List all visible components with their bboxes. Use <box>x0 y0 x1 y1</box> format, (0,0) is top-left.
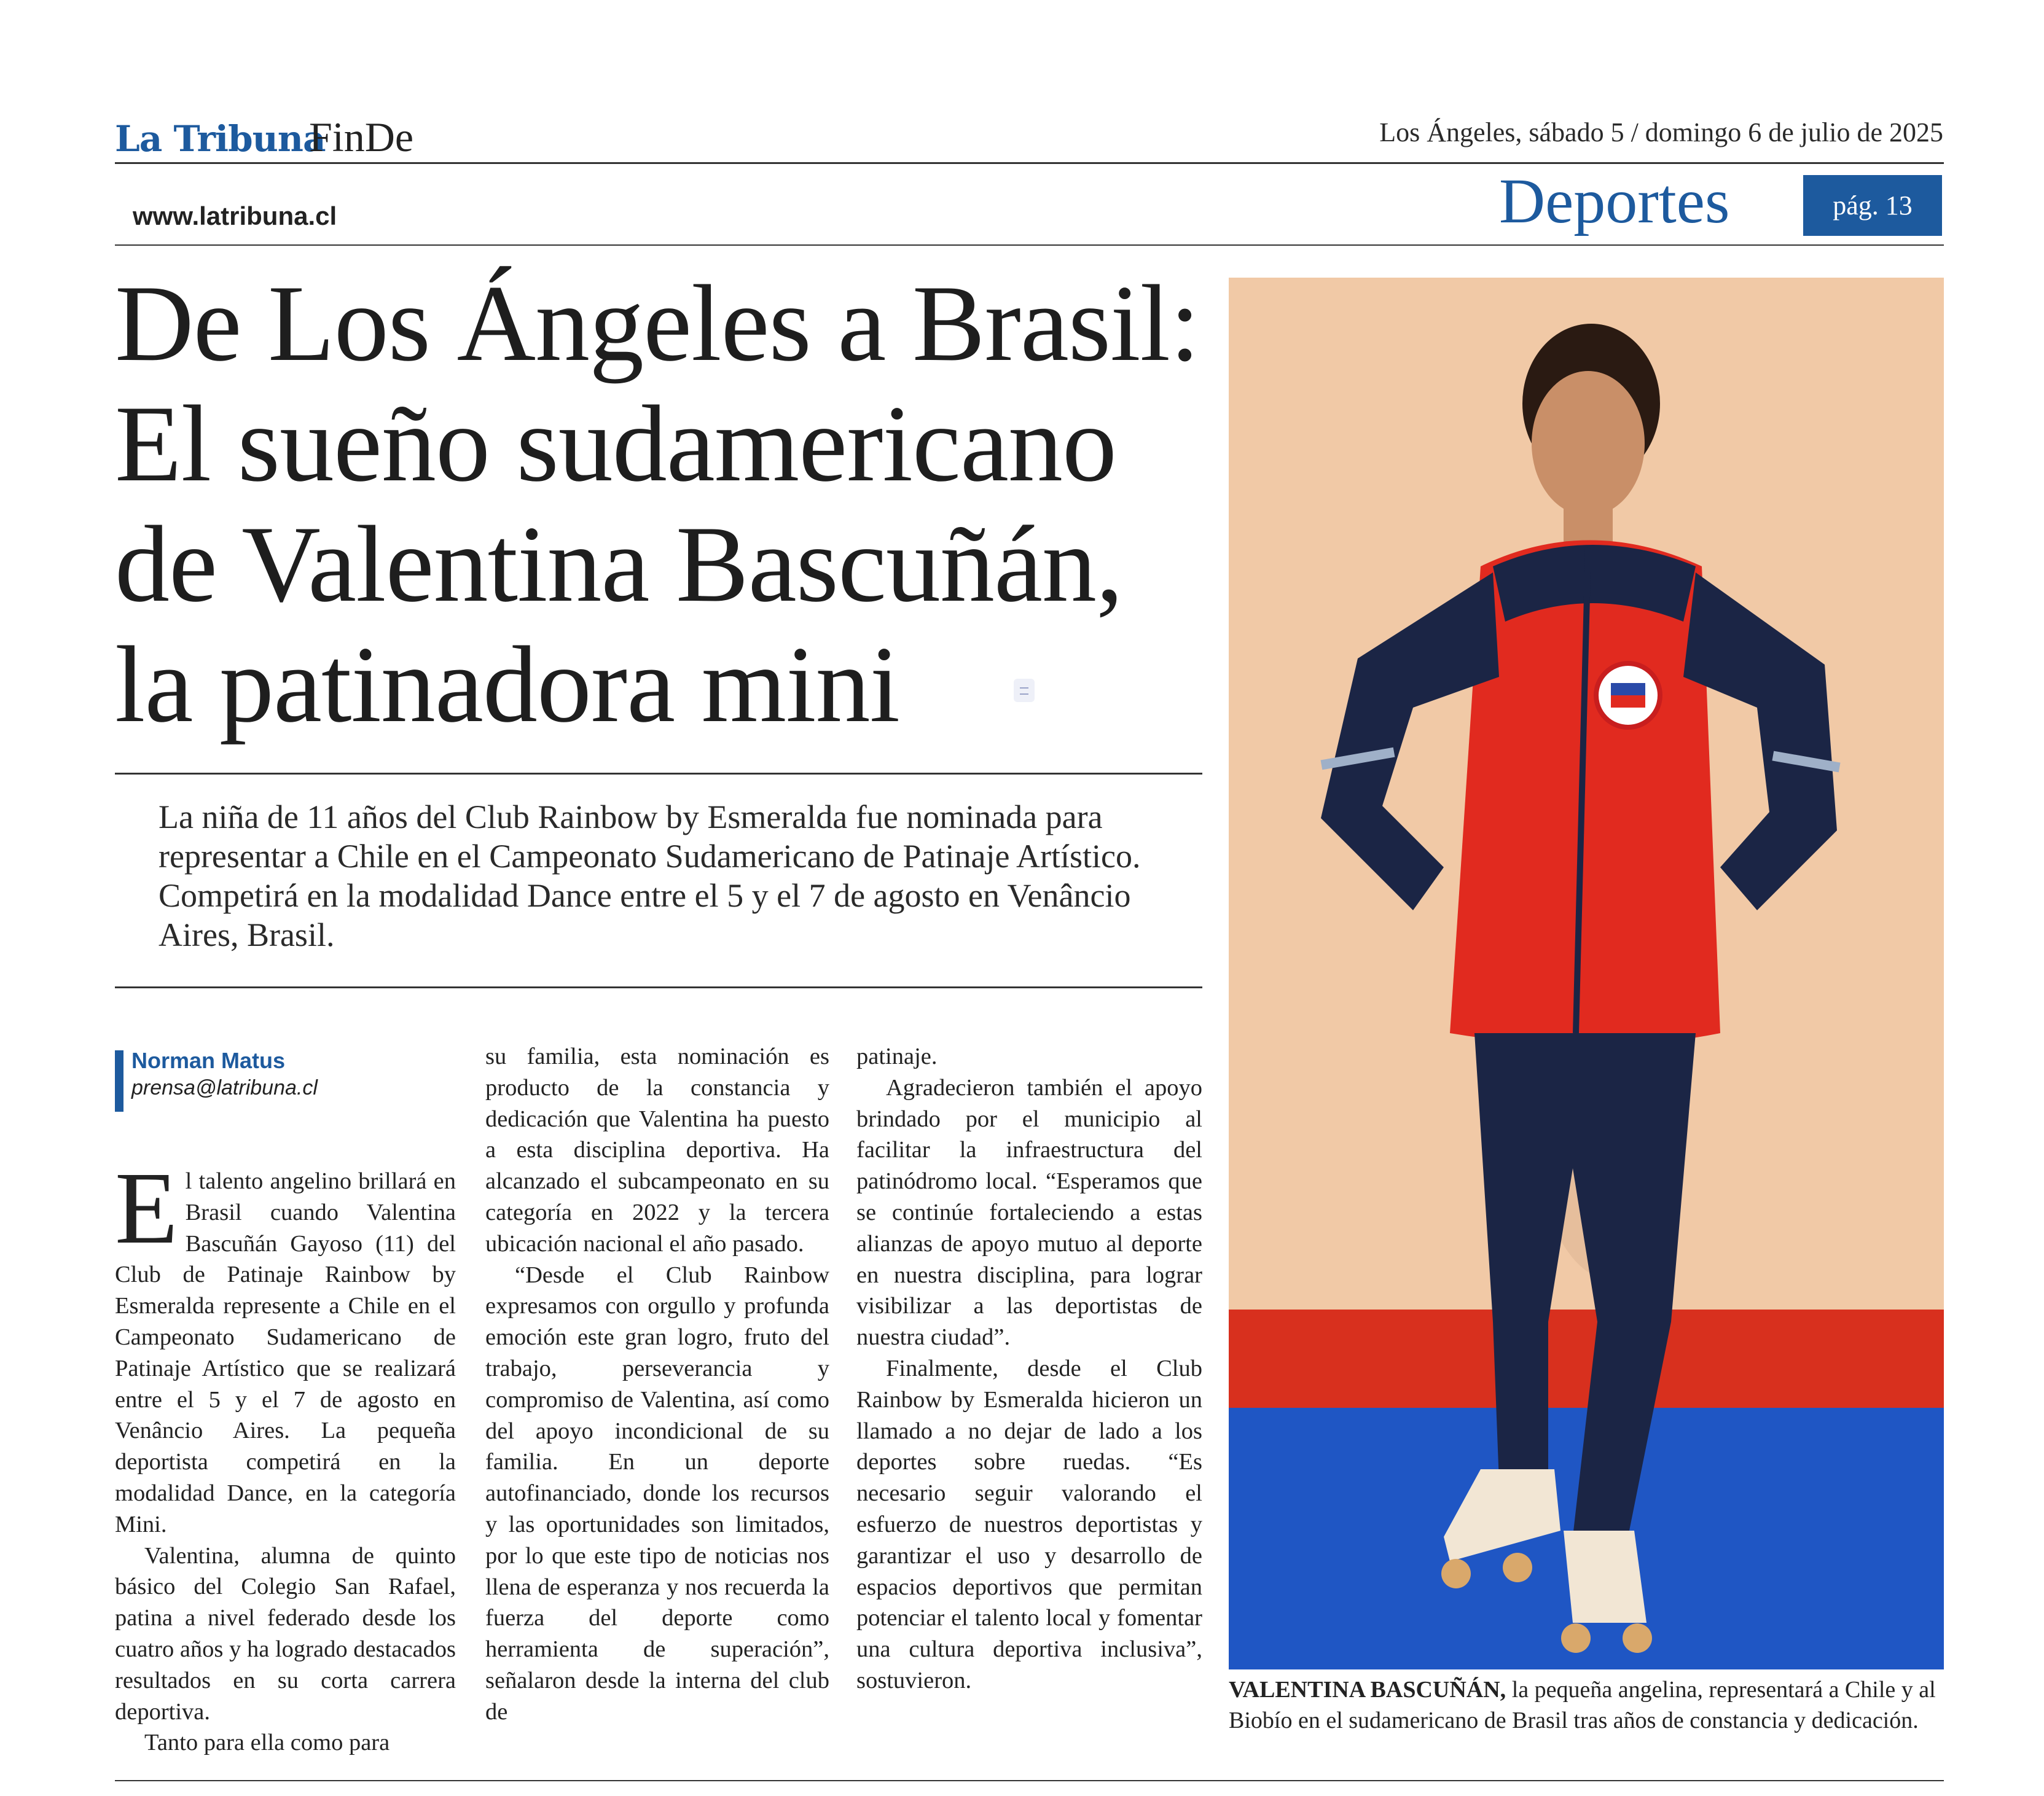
section-rule <box>115 244 1944 246</box>
byline-bar <box>115 1050 123 1112</box>
article-column-2 <box>485 1041 829 1728</box>
paragraph: Finalmente, desde el Club Rainbow by Esmeralda hicieron un llamado a no dejar de lado a los deportes sobre ruedas. “Es necesario seguir valorando el esfuerzo de nuestros deportistas y garantizar el uso y desarrollo de espacios deportivos que permitan potenciar el talento local y fomentar una cultura deportiva inclusiva”, sostuvieron. <box>856 1355 1202 1693</box>
article-lead: La niña de 11 años del Club Rainbow by Esmeralda fue nominada para representar a Chile en el Campeonato Sudamericano de Patinaje Artístico. Competirá en la modalidad Dance entre el 5 y el 7 de agosto en Venâncio Aires, Brasil. <box>159 798 1141 953</box>
author-email[interactable]: prensa@latribuna.cl <box>131 1076 318 1099</box>
paragraph: su familia, esta nominación es producto de la constancia y dedicación que Valentina ha puesto a esta disciplina deportiva. Ha alcanzado el subcampeonato en su categoría en 2022 y la tercera ubicación nacional el año pasado. <box>485 1044 829 1257</box>
paragraph: Tanto para ella como para <box>144 1730 390 1756</box>
headline-line: la patinadora mini <box>115 623 900 745</box>
masthead-rule <box>115 162 1944 164</box>
headline <box>115 263 1221 744</box>
headline-rule <box>115 773 1202 775</box>
paragraph: “Desde el Club Rainbow expresamos con orgullo y profunda emoción este gran logro, fruto del trabajo, perseverancia y compromiso de Valentina, así como del apoyo incondicional de su familia. En un deporte autofinanciado, donde los recursos y las oportunidades son limitados, por lo que este tipo de noticias nos llena de esperanza y nos recuerda la fuerza del deporte como herramienta de superación”, señalaron desde la interna del club de <box>485 1262 829 1725</box>
supplement-name: FinDe <box>309 114 413 160</box>
skater-photo-illustration <box>1229 278 1944 1669</box>
page-number-badge: pág. 13 <box>1803 175 1942 236</box>
article-column-3 <box>856 1041 1202 1696</box>
headline-line: El sueño sudamericano <box>115 383 1116 504</box>
headline-line: De Los Ángeles a Brasil: <box>115 262 1200 384</box>
article-photo <box>1229 278 1944 1669</box>
paragraph: l talento angelino brillará en Brasil cuando Valentina Bascuñán Gayoso (11) del Club de Patinaje Rainbow by Esmeralda represente a Chile en el Campeonato Sudamericano de Patinaje Artístico que se realizará entre el 5 y el 7 de agosto en Venâncio Aires. La pequeña deportista competirá en la modalidad Dance, en la categoría Mini. <box>115 1168 456 1537</box>
caption-text: la pequeña angelina, representará a Chile y al Biobío en el sudamericano de Brasil tras años de constancia y dedicación. <box>1229 1677 1936 1733</box>
photo-caption <box>1229 1674 1944 1736</box>
dateline: Los Ángeles, sábado 5 / domingo 6 de julio de 2025 <box>1379 117 1943 147</box>
article-column-1 <box>115 1151 456 1759</box>
comment-icon[interactable] <box>1014 679 1035 702</box>
paragraph: Valentina, alumna de quinto básico del Colegio San Rafael, patina a nivel federado desde los cuatro años y ha logrado destacados resultados en su corta carrera deportiva. <box>115 1542 456 1725</box>
headline-line: de Valentina Bascuñán, <box>115 503 1123 625</box>
drop-cap: E <box>115 1151 178 1265</box>
newspaper-logo: La Tribuna <box>115 118 326 160</box>
paragraph: Agradecieron también el apoyo brindado por el municipio al facilitar la infraestructura del patinódromo local. “Esperamos que se continúe fortaleciendo a estas alianzas de apoyo mutuo al deporte en nuestra disciplina, para lograr visibilizar a las deportistas de nuestra ciudad”. <box>856 1074 1202 1351</box>
author-name: Norman Matus <box>131 1048 286 1073</box>
caption-name: VALENTINA BASCUÑÁN, <box>1229 1677 1506 1703</box>
website-url[interactable]: www.latribuna.cl <box>133 201 337 230</box>
paragraph: patinaje. <box>856 1044 938 1069</box>
footer-rule <box>115 1780 1944 1781</box>
section-title: Deportes <box>1499 166 1730 236</box>
lead-rule <box>115 986 1202 988</box>
